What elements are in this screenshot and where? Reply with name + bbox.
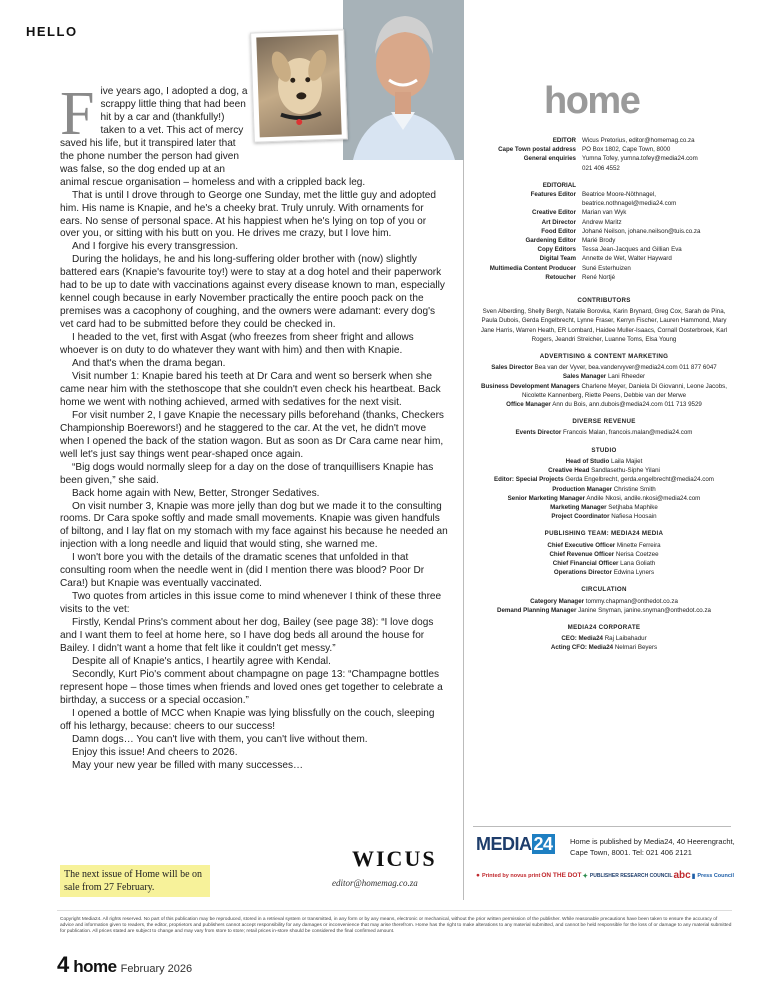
novus-print-logo: ● Printed by novus print: [476, 872, 541, 879]
masthead-role: Digital Team: [539, 255, 576, 263]
letter-paragraph: For visit number 2, I gave Knapie the necessary pills beforehand (thanks, Checkers Championship Boerewors!) and he staggered to the car. At the vet, he didn't move when I opened the back of the station wagon. But as soon as Dr Cara came near him, well let's just say things went pear-shaped once again.: [60, 409, 444, 460]
masthead-person: Setjhaba Maphike: [608, 503, 658, 511]
letter-paragraph: May your new year be filled with many successes…: [72, 759, 304, 771]
editor-signature: WICUS: [352, 846, 437, 871]
masthead-person: Bea van der Vyver, bea.vandervyver@media24.com 011 877 6047: [534, 364, 717, 372]
prc-logo: ✦ PUBLISHER RESEARCH COUNCIL: [582, 872, 673, 880]
page-footer: [57, 952, 192, 978]
masthead-person: Raj Laibahadur: [604, 635, 647, 643]
editor-letter: [60, 80, 448, 773]
masthead-role: Category Manager: [530, 597, 585, 605]
masthead-person: beatrice.nothnagel@media24.com: [582, 200, 677, 208]
letter-paragraph: And I forgive his every transgression.: [72, 241, 239, 253]
masthead-person: Suné Esterhuizen: [582, 264, 631, 272]
masthead-person: Johané Neilson, johane.neilson@tuis.co.za: [582, 227, 701, 235]
masthead: [470, 136, 738, 653]
masthead-row: [470, 550, 738, 559]
paragraph-text: ive years ago, I adopted a dog, a scrappy little thing that had been hit by a car and (thankfully!) taken to a vet. This act of mercy saved his life, but it transpired later that the phone number the person had given was false, so the dog ended up at an animal rescue organisation – homeless and with a crippled back leg.: [60, 86, 366, 188]
masthead-person: 021 406 4552: [582, 164, 620, 172]
masthead-person: Ann du Bois, ann.dubois@media24.com 011 713 9529: [552, 401, 702, 409]
on-the-dot-logo: ON THE DOT: [541, 872, 582, 879]
masthead-person: Andrew Maritz: [582, 218, 622, 226]
letter-paragraph: Two quotes from articles in this issue come to mind whenever I think of these three visits to the vet:: [60, 591, 442, 616]
masthead-person: Marian van Wyk: [582, 209, 627, 217]
masthead-heading: DIVERSE REVENUE: [572, 418, 636, 426]
masthead-heading: EDITORIAL: [542, 181, 576, 189]
contributors-list: Sven Alberding, Shelly Bergh, Natalie Borovka, Karin Brynard, Greg Cox, Sarah de Pina, Paula Dubois, Gerda Engelbrecht, Lynne Fraser, Kerryn Fischer, Lauren Hammond, Mary Jane Harris, Warren Heath, ER Lombard, Haidee Muller-Isaacs, Cornall Oosterbroek, Karl Rogers, Jeandri Streicher, Luanne Toms, Elsa Young: [480, 308, 728, 343]
masthead-person: Gerda Engelbrecht, gerda.engelbrecht@media24.com: [565, 476, 714, 484]
masthead-role: Chief Executive Officer: [547, 541, 616, 549]
masthead-role: Art Director: [541, 218, 576, 226]
letter-paragraph: Enjoy this issue! And cheers to 2026.: [72, 746, 238, 758]
masthead-person: Francois Malan, francois.malan@media24.com: [563, 429, 693, 437]
abc-logo: abc: [673, 870, 691, 881]
masthead-role: Head of Studio: [565, 457, 610, 465]
press-council-logo: ▮ Press Council: [691, 872, 734, 880]
masthead-role: Cape Town postal address: [498, 146, 576, 154]
letter-paragraph: Secondly, Kurt Pio's comment about champagne on page 13: “Champagne bottles represent hope – those times when friends and loved ones get together to celebrate a birthday, a success or a special occasion.”: [60, 668, 443, 706]
column-divider: [463, 160, 464, 900]
media24-logo: MEDIA 24: [476, 834, 553, 854]
masthead-role: Sales Director: [491, 364, 533, 372]
masthead-row: [470, 372, 738, 381]
masthead-role: Retoucher: [545, 273, 576, 281]
masthead-row: [470, 145, 738, 154]
masthead-person: Annette de Wet, Walter Hayward: [582, 255, 672, 263]
letter-paragraph: Firstly, Kendal Prins's comment about her dog, Bailey (see page 38): “I love dogs and I want them to feel at home here, so I have dog beds all around the house for Bailey. I didn't want a home that felt like it couldn't get messy.”: [60, 617, 434, 654]
masthead-person: Charlene Meyer, Daniela Di Giovanni, Leone Jacobs, Nicolette Kannenberg, Riette Peens, Debbie van der Merwe: [521, 382, 727, 399]
masthead-role: Chief Financial Officer: [552, 559, 619, 567]
masthead-person: Janine Snyman, janine.snyman@onthedot.co.za: [578, 606, 712, 614]
masthead-heading: MEDIA24 CORPORATE: [567, 623, 641, 631]
masthead-role: Creative Editor: [531, 209, 576, 217]
masthead-row: [470, 568, 738, 577]
partner-logos: [476, 870, 734, 881]
masthead-heading: CIRCULATION: [581, 586, 627, 594]
masthead-row: [470, 606, 738, 615]
letter-paragraph: Damn dogs… You can't live with them, you can't live without them.: [72, 733, 368, 745]
masthead-role: Business Development Managers: [481, 382, 580, 390]
masthead-row: [470, 236, 738, 245]
letter-paragraph: I opened a bottle of MCC when Knapie was lying blissfully on the couch, sleeping off his lethargy, because: cheers to our success!: [60, 707, 435, 732]
masthead-role: Events Director: [515, 429, 562, 437]
masthead-row: [470, 199, 738, 208]
masthead-heading: CONTRIBUTORS: [577, 297, 631, 305]
masthead-person: Lani Rheeder: [607, 373, 646, 381]
letter-paragraph: Visit number 1: Knapie bared his teeth at Dr Cara and went so berserk when she came near him with the stethoscope that she couldn't even check his heartbeat. Back home we went with nothing achieved, armed with sedatives for the next visit.: [60, 370, 441, 408]
section-tag: HELLO: [26, 24, 78, 39]
footer-date: February 2026: [120, 963, 193, 975]
masthead-heading: ADVERTISING & CONTENT MARKETING: [539, 353, 669, 361]
masthead-row: [470, 485, 738, 494]
editor-email: editor@homemag.co.za: [332, 878, 418, 888]
masthead-person: Andile Nkosi, andile.nkosi@media24.com: [586, 494, 701, 502]
masthead-row: [470, 643, 738, 652]
masthead-role: EDITOR: [552, 137, 576, 144]
masthead-role: Multimedia Content Producer: [489, 264, 576, 272]
masthead-row: [470, 218, 738, 227]
masthead-role: Editor: Special Projects: [494, 476, 564, 484]
masthead-row: [470, 494, 738, 503]
masthead-row: [470, 245, 738, 254]
masthead-row: [470, 503, 738, 512]
masthead-role: Operations Director: [553, 569, 612, 577]
masthead-role: Food Editor: [541, 227, 576, 235]
masthead-person: René Nortjé: [582, 273, 616, 281]
masthead-person: Tessa Jean-Jacques and Gillian Eva: [582, 246, 682, 254]
letter-paragraph: I won't bore you with the details of the dramatic scenes that unfolded in that consulting room when the needle went in (did I mention there was blood? Poor Dr Cara!) but Knapie was eventually vaccinated.: [60, 552, 425, 590]
masthead-row: [470, 136, 738, 145]
masthead-person: PO Box 1802, Cape Town, 8000: [582, 146, 671, 154]
masthead-role: Project Coordinator: [551, 513, 610, 521]
masthead-person: Nafiesa Hoosain: [611, 513, 657, 521]
next-issue-notice: The next issue of Home will be on sale from 27 February.: [60, 865, 210, 897]
masthead-person: Edwina Lyners: [613, 569, 655, 577]
publisher-divider: [473, 826, 731, 827]
masthead-row: [470, 154, 738, 163]
masthead-row: [470, 264, 738, 273]
masthead-person: Laila Majiet: [611, 457, 643, 465]
letter-paragraph: Back home again with New, Better, Stronger Sedatives.: [72, 487, 320, 499]
masthead-person: Wicus Pretorius, editor@homemag.co.za: [582, 137, 695, 144]
publisher-info: Home is published by Media24, 40 Heerengracht, Cape Town, 8001. Tel: 021 406 2121: [570, 837, 735, 857]
masthead-role: Gardening Editor: [525, 237, 576, 245]
masthead-person: Beatrice Moore-Nöthnagel,: [582, 191, 656, 199]
masthead-person: Minette Ferreira: [616, 541, 661, 549]
masthead-row: [470, 382, 738, 400]
masthead-row: [470, 273, 738, 282]
masthead-role: [470, 199, 582, 208]
letter-paragraph: On visit number 3, Knapie was more jelly than dog but we made it to the consulting rooms. Dr Cara spoke softly and made small movements. Knapie was given handfuls of biltong, and I lay flat on my stomach with my face against his because he needed an injection with a long needle and liquid that would sting, she warned me.: [60, 500, 448, 551]
masthead-row: [470, 475, 738, 484]
masthead-row: [470, 227, 738, 236]
masthead-person: Christine Smith: [613, 485, 656, 493]
masthead-role: CEO: Media24: [561, 635, 603, 643]
masthead-role: Features Editor: [530, 191, 576, 199]
page-number: 4: [57, 952, 70, 977]
masthead-role: Acting CFO: Media24: [550, 644, 614, 652]
footer-magazine-name: home: [73, 957, 117, 976]
masthead-role: Chief Revenue Officer: [549, 550, 615, 558]
masthead-row: [470, 597, 738, 606]
masthead-person: Marié Brody: [582, 237, 616, 245]
masthead-heading: PUBLISHING TEAM: MEDIA24 MEDIA: [544, 530, 664, 538]
masthead-person: Lana Goliath: [620, 559, 656, 567]
masthead-person: Nerisa Coetzee: [615, 550, 659, 558]
copyright-notice: Copyright Media24. All rights reserved. No part of this publication may be reproduced, stored in a retrieval system or transmitted, in any form or by any means, electronic or mechanical, without the prior written permission of the publisher. While reasonable precautions have been taken to ensure the accuracy of advice and information given to readers, the editor, proprietors and publishers cannot accept responsibility for any damages or inconvenience that may arise therefrom. Home has the right to make alterations to any material submitted, and cannot be held responsible for the loss of or damage to any material submitted for publication. All prices stated are subject to change and may vary from store to store; retail prices in-store should be considered the final confirmed amount.: [60, 917, 732, 935]
masthead-row: [470, 164, 738, 173]
masthead-row: [470, 363, 738, 372]
masthead-row: [470, 634, 738, 643]
masthead-role: Creative Head: [548, 467, 590, 475]
masthead-role: [470, 164, 582, 173]
masthead-row: [470, 400, 738, 409]
footer-divider: [57, 910, 732, 911]
masthead-person: Nelmari Beyers: [614, 644, 658, 652]
masthead-row: [470, 428, 738, 437]
masthead-person: Sandlasethu-Siphe Yilani: [591, 467, 660, 475]
masthead-role: Marketing Manager: [550, 503, 607, 511]
masthead-person: tommy.chapman@onthedot.co.za: [585, 597, 678, 605]
letter-paragraph: That is until I drove through to George one Sunday, met the little guy and adopted him. His name is Knapie, and he's a cheeky brat. Truly unruly. With ornaments for ears. No sense of personal space. At his happiest when he's lying on top of you or over you, or sitting with his butt on you. He drives me crazy, but I love him.: [60, 189, 436, 240]
masthead-row: [470, 190, 738, 199]
masthead-heading: STUDIO: [591, 446, 617, 454]
photo-wrap-space: [248, 86, 458, 172]
masthead-person: Yumna Tofey, yumna.tofey@media24.com: [582, 155, 698, 163]
masthead-row: [470, 541, 738, 550]
masthead-row: [470, 254, 738, 263]
masthead-role: Demand Planning Manager: [496, 606, 577, 614]
masthead-row: [470, 457, 738, 466]
masthead-role: Copy Editors: [537, 246, 576, 254]
masthead-role: Office Manager: [506, 401, 551, 409]
letter-paragraph: And that's when the drama began.: [72, 358, 226, 370]
masthead-logo: home: [544, 80, 640, 122]
letter-paragraph: Despite all of Knapie's antics, I heartily agree with Kendal.: [72, 655, 331, 667]
masthead-role: Sales Manager: [562, 373, 607, 381]
letter-paragraph: “Big dogs would normally sleep for a day on the dose of tranquillisers Knapie has been given,” she said.: [60, 461, 434, 486]
drop-cap: F: [60, 80, 95, 148]
masthead-role: Production Manager: [552, 485, 613, 493]
masthead-row: [470, 208, 738, 217]
letter-paragraph: During the holidays, he and his long-suffering older brother with (now) slightly battered ears (Knapie's favourite toy!) were to stay at a dog hotel and their paperwork had to be up to date with vaccinations against every disease known to man, especially kennel cough because in early November practically the entire pooch pack on the premises was a cacophony of coughing, and the owners were adamant: every dog's vet card had to be submitted before they could be checked in.: [60, 254, 445, 331]
masthead-row: [470, 466, 738, 475]
masthead-row: [470, 559, 738, 568]
letter-paragraph: I headed to the vet, first with Asgat (who freezes from sheer fright and allows whoever is on duty to do whatever they want with him) and then with Knapie.: [60, 332, 414, 357]
masthead-role: General enquiries: [523, 155, 576, 163]
masthead-row: [470, 512, 738, 521]
masthead-role: Senior Marketing Manager: [507, 494, 586, 502]
